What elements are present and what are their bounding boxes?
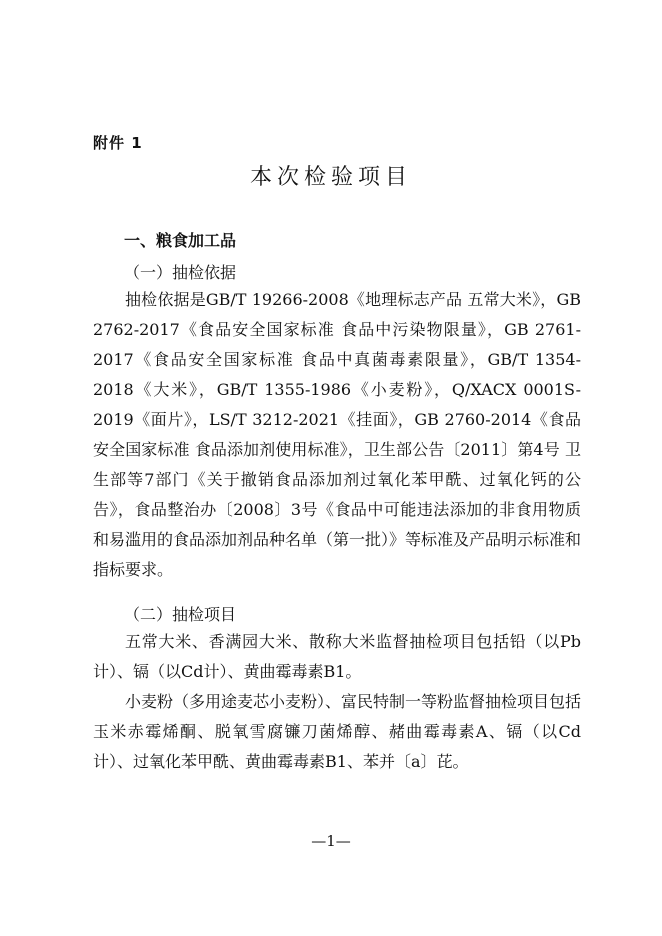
flour-items-paragraph: 小麦粉（多用途麦芯小麦粉）、富民特制一等粉监督抽检项目包括玉米赤霉烯酮、脱氧雪腐镰刀菌烯醇、赭曲霉毒素A、镉（以Cd计）、过氧化苯甲酰、黄曲霉毒素B1、苯并〔a〕芘。: [93, 692, 582, 771]
attachment-label: 附件 1: [93, 134, 143, 152]
subheading-inspection-items: （二）抽检项目: [124, 605, 237, 624]
section-heading-grain-products: 一、粮食加工品: [124, 231, 237, 250]
page-number: —1—: [311, 832, 351, 850]
inspection-basis-paragraph: 抽检依据是GB/T 19266-2008《地理标志产品 五常大米》，GB 2762-2017《食品安全国家标准 食品中污染物限量》，GB 2761-2017《食品安全国家标准 食品中真菌毒素限量》，GB/T 1354-2018《大米》，GB/T 1355-1986《小麦粉》，Q/XACX 0001S-2019《面片》，LS/T 3212-2021《挂面》，GB 2760-2014《食品安全国家标准 食品添加剂使用标准》，卫生部公告〔2011〕第4号 卫生部等7部门《关于撤销食品添加剂过氧化苯甲酰、过氧化钙的公告》，食品整治办〔2008〕3号《食品中可能违法添加的非食用物质和易滥用的食品添加剂品种名单（第一批）》等标准及产品明示标准和指标要求。: [93, 290, 582, 579]
document-title: 本次检验项目: [249, 165, 412, 190]
rice-items-paragraph: 五常大米、香满园大米、散称大米监督抽检项目包括铅（以Pb计）、镉（以Cd计）、黄曲霉毒素B1。: [93, 632, 581, 681]
subheading-inspection-basis: （一）抽检依据: [124, 263, 237, 282]
